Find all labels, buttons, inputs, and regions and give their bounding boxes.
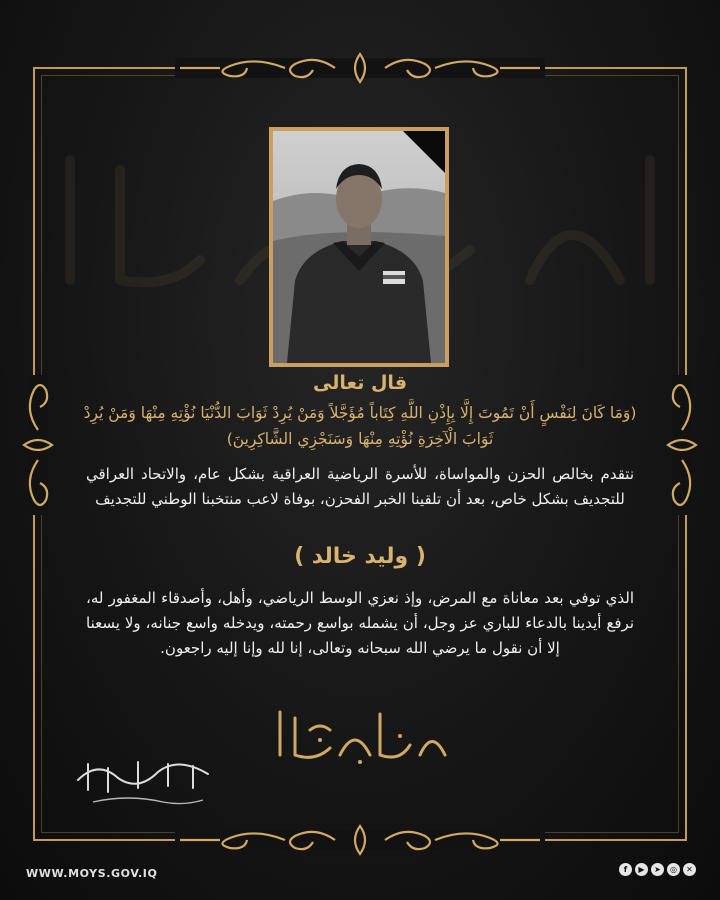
verse-title: قال تعالى bbox=[312, 372, 408, 394]
bottom-ornament bbox=[175, 822, 545, 858]
right-ornament bbox=[664, 375, 700, 515]
left-ornament bbox=[20, 375, 56, 515]
portrait-frame bbox=[269, 127, 449, 367]
social-icons bbox=[619, 863, 696, 876]
condolence-paragraph-1: نتقدم بخالص الحزن والمواساة، للأسرة الرياضية العراقية بشكل عام، والاتحاد العراقي للتجديف بشكل خاص، بعد أن تلقينا الخبر الفحزن، بوفاة لاعب منتخبنا الوطني للتجديف bbox=[86, 465, 634, 508]
signature-calligraphy bbox=[68, 750, 218, 810]
condolence-paragraph-2: الذي توفي بعد معاناة مع المرض، وإذ نعزي الوسط الرياضي، وأهل، وأصدقاء المغفور له، نرفع أيدينا بالدعاء للباري عز وجل، أن يشمله بواسع رحمته، ويدخله واسع جنانه، ولا يسعنا إلا أن نقول ما يرضي الله سبحانه وتعالى، إنا لله وإنا إليه راجعون. bbox=[86, 589, 634, 657]
facebook-icon[interactable]: f bbox=[619, 863, 632, 876]
website-url[interactable]: WWW.MOYS.GOV.IQ bbox=[26, 867, 158, 880]
portrait-photo bbox=[273, 131, 445, 363]
youtube-icon[interactable]: ▶ bbox=[635, 863, 648, 876]
telegram-icon[interactable]: ➤ bbox=[651, 863, 664, 876]
top-ornament bbox=[175, 50, 545, 86]
deceased-name: ( وليد خالد ) bbox=[294, 544, 426, 569]
quran-verse: (وَمَا كَانَ لِنَفْسٍ أَنْ تَمُوتَ إِلَّا بِإِذْنِ اللَّهِ كِتَاباً مُؤَجَّلاً وَمَنْ يُرِدْ ثَوَابَ الدُّنْيَا نُؤْتِهِ مِنْهَا وَمَنْ يُرِدْ ثَوَابَ الْآخِرَةِ نُؤْتِهِ مِنْهَا وَسَنَجْزِي الشَّاكِرِينَ) bbox=[83, 404, 637, 448]
x-icon[interactable]: ✕ bbox=[683, 863, 696, 876]
istirja-calligraphy bbox=[260, 700, 460, 768]
instagram-icon[interactable]: ◎ bbox=[667, 863, 680, 876]
